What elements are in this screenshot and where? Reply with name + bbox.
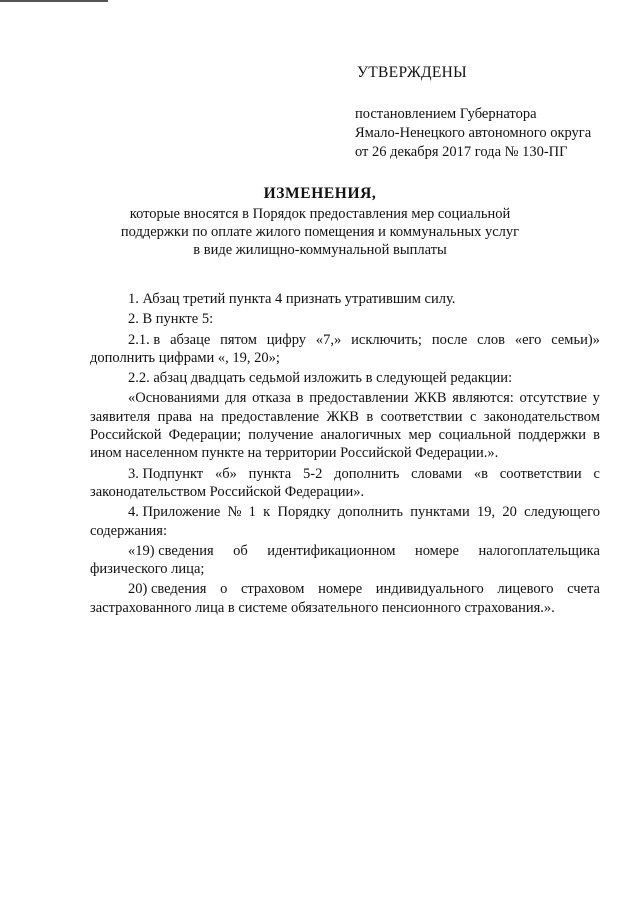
- word: аналогичных: [320, 427, 402, 444]
- word: «Основаниями: [128, 390, 220, 407]
- word: «19) сведения: [128, 542, 214, 559]
- word: 5-2: [303, 465, 323, 482]
- subtitle-line-2: поддержки по оплате жилого помещения и коммунальных услуг: [120, 224, 520, 240]
- word: социальной: [438, 427, 511, 444]
- word: отказа: [252, 390, 291, 407]
- quote-line-3: [90, 426, 600, 444]
- word: идентификационном: [267, 542, 396, 559]
- word: 20) сведения: [128, 581, 207, 598]
- word: с: [470, 408, 477, 425]
- item-3-line-2: законодательством Российской Федерации».: [90, 483, 365, 500]
- word: отсутствие: [519, 390, 587, 407]
- approval-line-2: Ямало-Ненецкого автономного округа: [355, 125, 592, 141]
- word: следующего: [524, 504, 600, 521]
- word: 19,: [477, 504, 496, 521]
- word: получение: [248, 427, 314, 444]
- annex-19-line-2: физического лица;: [90, 561, 205, 578]
- annex-20-line-1: [90, 580, 600, 598]
- word: абзаце: [170, 331, 211, 348]
- word: предоставление: [221, 408, 320, 425]
- word: заявителя: [90, 408, 151, 425]
- word: мер: [408, 427, 432, 444]
- annex-19-line-1: [90, 542, 600, 560]
- word: слов: [477, 331, 505, 348]
- word: словами: [411, 465, 463, 482]
- word: в: [366, 408, 374, 425]
- word: пятом: [220, 331, 257, 348]
- word: страховом: [240, 581, 305, 598]
- word: цифру: [266, 331, 307, 348]
- word: дополнить: [334, 465, 400, 482]
- word: соответствии: [499, 465, 582, 482]
- word: законодательством: [483, 408, 600, 425]
- word: исключить;: [351, 331, 422, 348]
- word: 2.1. в: [128, 331, 161, 348]
- word: семьи)»: [551, 331, 600, 348]
- quote-line-2: [90, 408, 600, 426]
- word: права: [157, 408, 193, 425]
- document-body: [90, 290, 600, 617]
- quote-line-4: ином населенном пункте на территории Российской Федерации.».: [90, 445, 499, 462]
- word: налогоплательщика: [478, 542, 600, 559]
- word: ЖКВ: [414, 390, 447, 407]
- item-4-line-2: содержания:: [90, 522, 168, 539]
- word: «в: [473, 465, 488, 482]
- item-1: 1. Абзац третий пункта 4 признать утратившим силу.: [128, 291, 456, 307]
- word: на: [199, 408, 214, 425]
- item-2: 2. В пункте 5:: [128, 311, 214, 328]
- word: соответствии: [380, 408, 463, 425]
- approval-line-1: постановлением Губернатора: [355, 106, 537, 122]
- subtitle-line-1: которые вносятся в Порядок предоставления мер социальной: [129, 206, 511, 222]
- item-3-line-1: [90, 465, 600, 483]
- word: индивидуального: [375, 581, 484, 598]
- item-2-2: 2.2. абзац двадцать седьмой изложить в следующей редакции:: [128, 370, 513, 387]
- word: у: [592, 390, 600, 407]
- word: «б»: [214, 465, 237, 482]
- approval-block: [355, 105, 591, 162]
- word: к: [263, 504, 271, 521]
- word: 1: [248, 504, 256, 521]
- word: номере: [318, 581, 363, 598]
- annex-20-line-2: застрахованного лица в системе обязательного пенсионного страхования.».: [90, 599, 555, 616]
- word: Российской: [90, 427, 162, 444]
- word: в: [593, 427, 600, 444]
- word: о: [220, 581, 228, 598]
- quote-line-1: [90, 389, 600, 407]
- word: номере: [414, 542, 459, 559]
- word: 3. Подпункт: [128, 465, 204, 482]
- word: предоставлении: [309, 390, 409, 407]
- word: с: [593, 465, 600, 482]
- subtitle-line-3: в виде жилищно-коммунальной выплаты: [193, 242, 447, 258]
- word: №: [227, 504, 242, 521]
- approval-heading: УТВЕРЖДЕНЫ: [357, 64, 467, 81]
- item-2-1-line-1: [90, 331, 600, 349]
- word: ЖКВ: [326, 408, 359, 425]
- word: в: [296, 390, 304, 407]
- word: Порядку: [277, 504, 331, 521]
- word: пункта: [248, 465, 292, 482]
- word: Федерации;: [168, 427, 242, 444]
- approval-line-3: от 26 декабря 2017 года № 130-ПГ: [355, 144, 568, 160]
- word: «7,»: [315, 331, 342, 348]
- document-subtitle: [0, 205, 640, 259]
- word: являются:: [452, 390, 514, 407]
- item-4-line-1: [90, 503, 600, 521]
- word: счета: [567, 581, 600, 598]
- word: дополнить: [337, 504, 403, 521]
- item-2-1-line-2: дополнить цифрами «, 19, 20»;: [90, 349, 280, 366]
- word: поддержки: [518, 427, 586, 444]
- scan-edge-mark: [0, 0, 108, 2]
- word: «его: [514, 331, 542, 348]
- word: лицевого: [497, 581, 554, 598]
- document-title: ИЗМЕНЕНИЯ,: [263, 185, 377, 202]
- word: об: [233, 542, 248, 559]
- word: 4. Приложение: [128, 504, 221, 521]
- word: пунктами: [410, 504, 470, 521]
- word: 20: [502, 504, 517, 521]
- word: после: [431, 331, 468, 348]
- word: для: [225, 390, 247, 407]
